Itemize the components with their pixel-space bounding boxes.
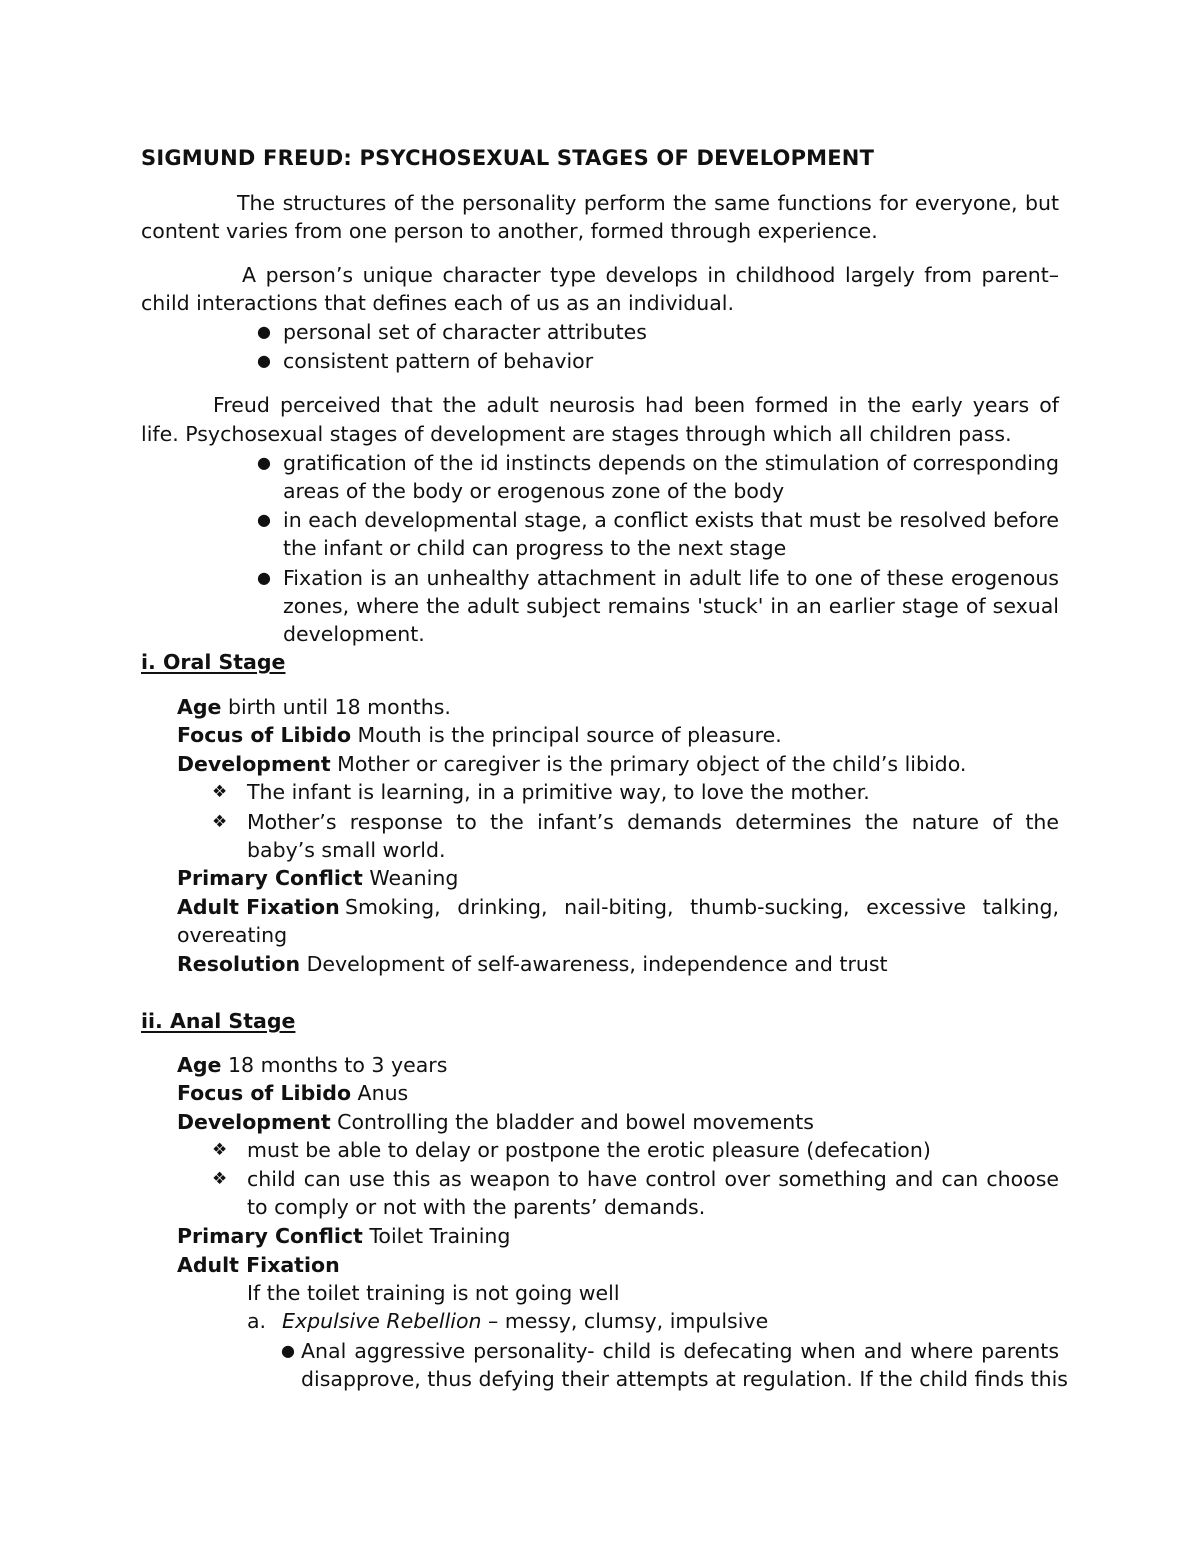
- anal-development: [177, 1108, 814, 1137]
- anal-focus: [177, 1079, 408, 1108]
- oral-age: [177, 693, 451, 722]
- anal-development-label: Development: [177, 1110, 331, 1134]
- oral-development: [177, 750, 966, 779]
- anal-dev-point-2-line-1: child can use this as weapon to have control over something and can choose: [247, 1167, 1059, 1191]
- anal-age-label: Age: [177, 1053, 222, 1077]
- anal-dev-point-2-line-2: to comply or not with the parents’ demands.: [247, 1195, 706, 1219]
- intro-p2-line-2: child interactions that defines each of us as an individual.: [141, 291, 734, 315]
- oral-fixation-line-1: Smoking, drinking, nail-biting, thumb-sucking, excessive talking,: [345, 895, 1059, 919]
- anal-conflict-label: Primary Conflict: [177, 1224, 363, 1248]
- oral-focus-value: Mouth is the principal source of pleasure.: [351, 723, 782, 747]
- intro-p2-bullet-1: personal set of character attributes: [283, 320, 647, 344]
- intro-p3-bullet-2-line-2: the infant or child can progress to the next stage: [283, 536, 787, 560]
- anal-focus-label: Focus of Libido: [177, 1081, 352, 1105]
- anal-focus-value: Anus: [351, 1081, 409, 1105]
- oral-resolution-value: Development of self-awareness, independence and trust: [300, 952, 888, 976]
- anal-fixation-intro: If the toilet training is not going well: [247, 1281, 620, 1305]
- oral-age-label: Age: [177, 695, 222, 719]
- oral-dev-point-1: The infant is learning, in a primitive way, to love the mother.: [247, 780, 870, 804]
- anal-stage-heading: ii. Anal Stage: [141, 1009, 296, 1033]
- bullet-dot-icon: ●: [257, 322, 271, 341]
- bullet-dot-icon: ●: [257, 351, 271, 370]
- oral-fixation-label: Adult Fixation: [177, 895, 340, 919]
- oral-resolution: [177, 950, 888, 979]
- oral-conflict-label: Primary Conflict: [177, 866, 363, 890]
- intro-p3-bullet-3-line-2: zones, where the adult subject remains 'stuck' in an earlier stage of sexual: [283, 594, 1059, 618]
- intro-p1-line-1: The structures of the personality perform the same functions for everyone, but: [237, 191, 1059, 215]
- oral-dev-point-2-line-2: baby’s small world.: [247, 838, 446, 862]
- oral-conflict-value: Weaning: [362, 866, 459, 890]
- anal-sub-a-marker: a.: [247, 1309, 267, 1333]
- intro-p3-line-1: Freud perceived that the adult neurosis had been formed in the early years of: [213, 393, 1059, 417]
- diamond-bullet-icon: ❖: [212, 812, 228, 832]
- intro-p2-line-1: A person’s unique character type develops in childhood largely from parent–: [242, 263, 1059, 287]
- diamond-bullet-icon: ❖: [212, 1140, 228, 1160]
- anal-age: [177, 1051, 447, 1080]
- page-title: SIGMUND FREUD: PSYCHOSEXUAL STAGES OF DEVELOPMENT: [141, 146, 875, 170]
- intro-p3-bullet-2-line-1: in each developmental stage, a conflict exists that must be resolved before: [283, 508, 1059, 532]
- intro-p3-bullet-1-line-1: gratification of the id instincts depends on the stimulation of corresponding: [283, 451, 1059, 475]
- intro-p3-bullet-3-line-1: Fixation is an unhealthy attachment in adult life to one of these erogenous: [283, 566, 1059, 590]
- bullet-dot-icon: ●: [281, 1341, 295, 1360]
- intro-p1-line-2: content varies from one person to another, formed through experience.: [141, 219, 878, 243]
- anal-fixation-label: Adult Fixation: [177, 1253, 340, 1277]
- oral-stage-heading: i. Oral Stage: [141, 650, 286, 674]
- oral-focus: [177, 721, 782, 750]
- diamond-bullet-icon: ❖: [212, 782, 228, 802]
- anal-conflict: [177, 1222, 510, 1251]
- bullet-dot-icon: ●: [257, 453, 271, 472]
- intro-p3-line-2: life. Psychosexual stages of development are stages through which all children pass.: [141, 422, 1012, 446]
- bullet-dot-icon: ●: [257, 510, 271, 529]
- intro-p3-bullet-1-line-2: areas of the body or erogenous zone of the body: [283, 479, 785, 503]
- diamond-bullet-icon: ❖: [212, 1169, 228, 1189]
- oral-development-label: Development: [177, 752, 331, 776]
- oral-conflict: [177, 864, 458, 893]
- intro-p2-bullet-2: consistent pattern of behavior: [283, 349, 594, 373]
- anal-sub-a-bullet-line-2: disapprove, thus defying their attempts at regulation. If the child finds this: [301, 1367, 1068, 1391]
- bullet-dot-icon: ●: [257, 568, 271, 587]
- anal-sub-a: [282, 1307, 768, 1336]
- oral-development-value: Mother or caregiver is the primary object of the child’s libido.: [330, 752, 967, 776]
- oral-fixation-line-2: overeating: [177, 923, 288, 947]
- anal-sub-a-desc: – messy, clumsy, impulsive: [481, 1309, 769, 1333]
- anal-dev-point-1: must be able to delay or postpone the erotic pleasure (defecation): [247, 1138, 931, 1162]
- oral-resolution-label: Resolution: [177, 952, 301, 976]
- intro-p3-bullet-3-line-3: development.: [283, 622, 425, 646]
- oral-focus-label: Focus of Libido: [177, 723, 352, 747]
- anal-sub-a-bullet-line-1: Anal aggressive personality- child is defecating when and where parents: [301, 1339, 1059, 1363]
- anal-sub-a-term: Expulsive Rebellion: [282, 1309, 482, 1333]
- anal-age-value: 18 months to 3 years: [221, 1053, 448, 1077]
- anal-conflict-value: Toilet Training: [362, 1224, 511, 1248]
- oral-age-value: birth until 18 months.: [221, 695, 451, 719]
- oral-dev-point-2-line-1: Mother’s response to the infant’s demands determines the nature of the: [247, 810, 1059, 834]
- anal-development-value: Controlling the bladder and bowel movements: [330, 1110, 814, 1134]
